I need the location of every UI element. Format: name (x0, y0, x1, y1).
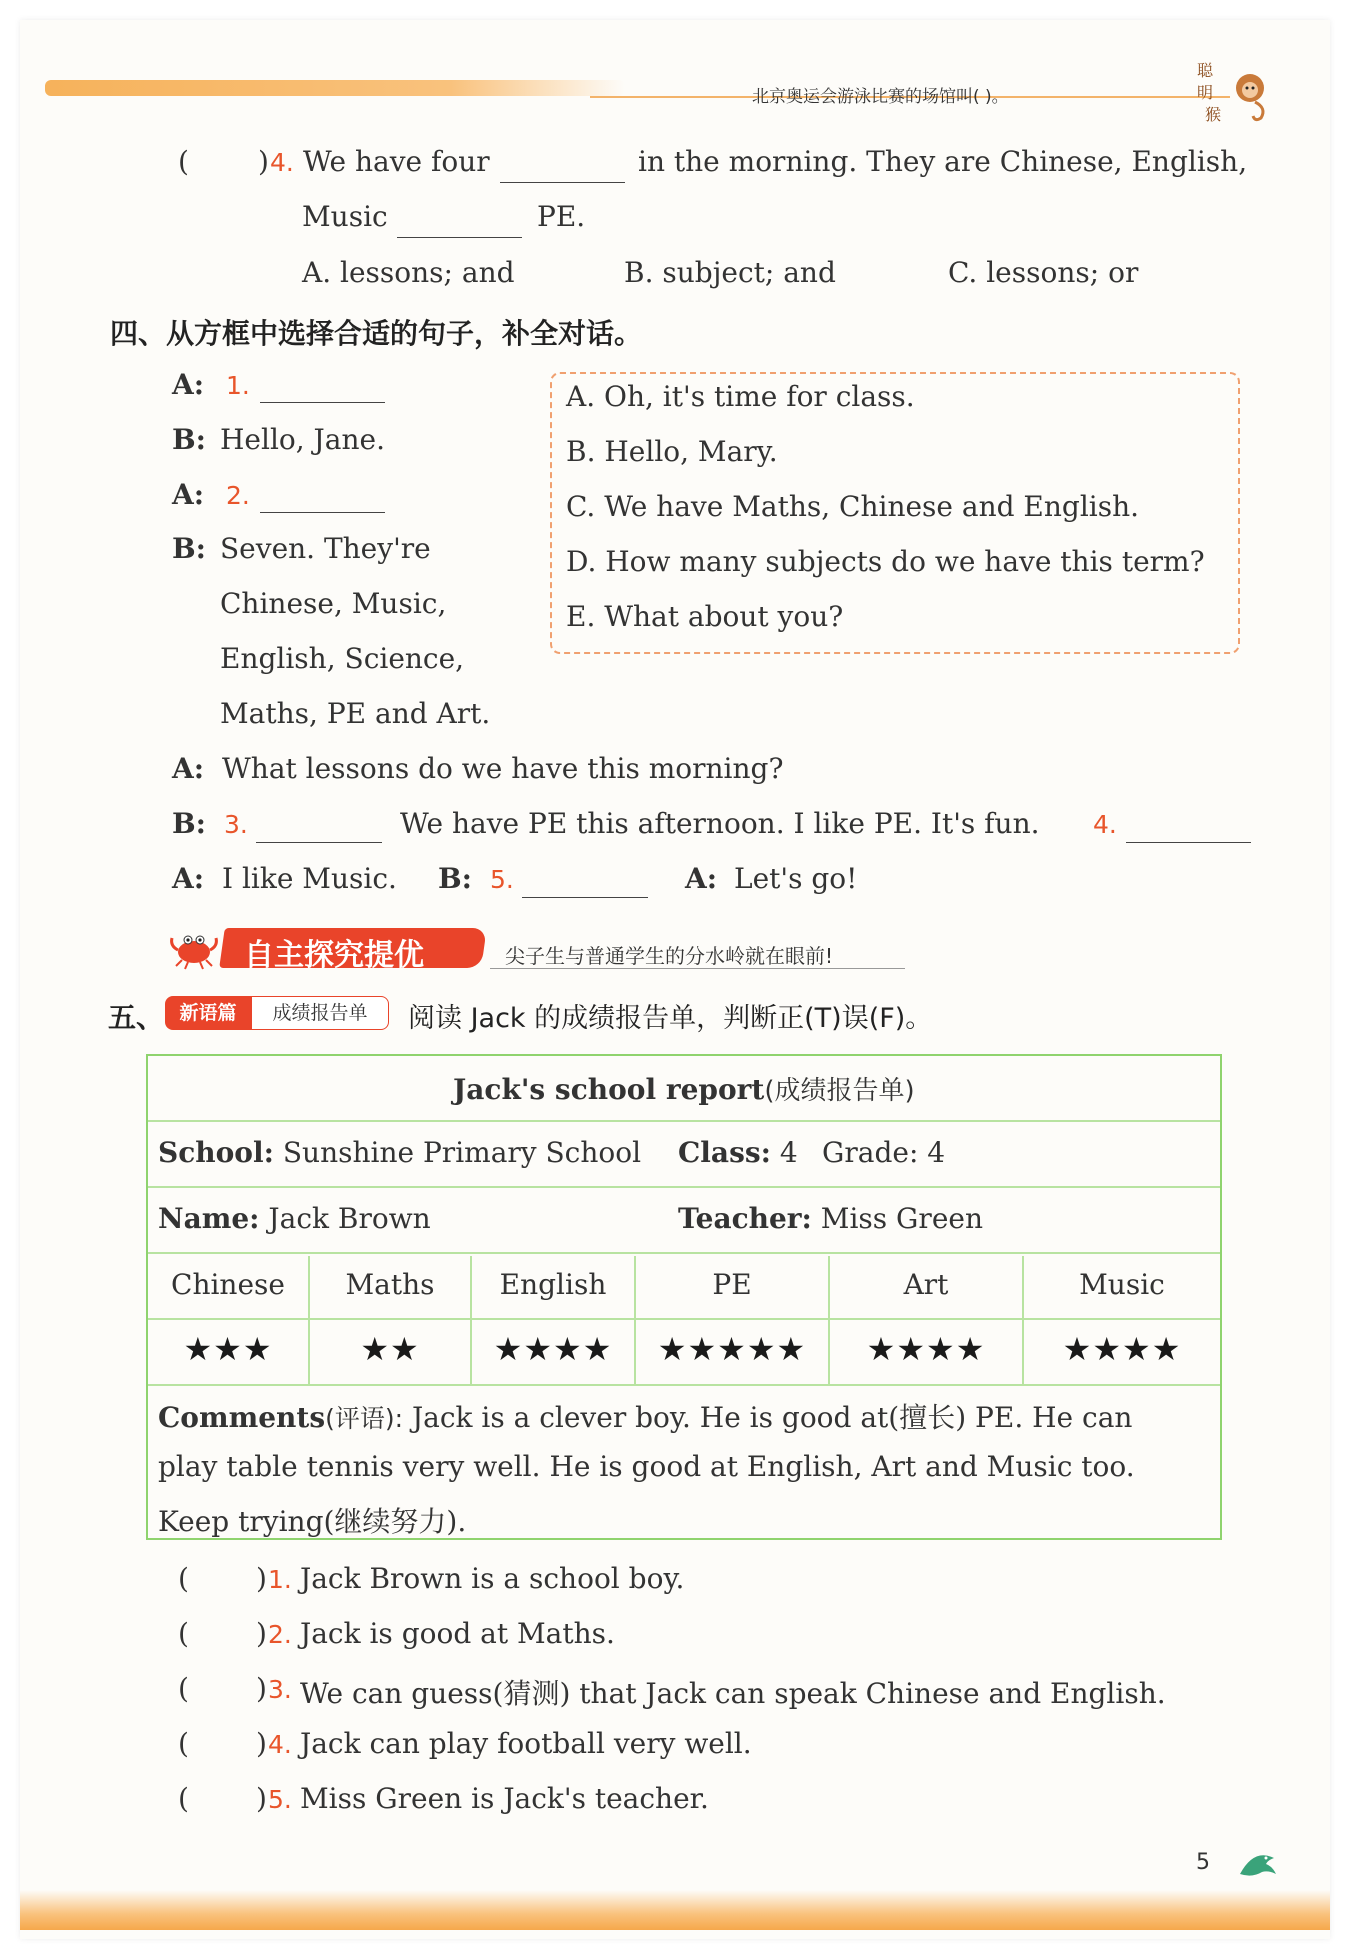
page (20, 20, 1330, 1939)
option-a: A. lessons; and (302, 256, 515, 289)
blank-number: 4. (1093, 810, 1117, 839)
question-text: PE. (537, 200, 586, 233)
answer-blank[interactable] (260, 512, 385, 513)
answer-paren-open: ( (178, 145, 189, 178)
tag-new-passage: 新语篇 (165, 996, 251, 1030)
school-label: School: (158, 1136, 274, 1169)
tf-question: Jack can play football very well. (300, 1727, 752, 1760)
dialog-line: Maths, PE and Art. (220, 697, 491, 730)
answer-paren-open: ( (178, 1672, 189, 1705)
option-item: C. We have Maths, Chinese and English. (566, 490, 1140, 523)
stars-english: ★★★★ (493, 1330, 613, 1368)
section4-heading: 四、从方框中选择合适的句子，补全对话。 (110, 317, 643, 350)
tf-question: We can guess(猜测) that Jack can speak Chinese and English. (300, 1677, 1166, 1710)
answer-blank[interactable] (256, 842, 382, 843)
dialog-line: English, Science, (220, 642, 465, 675)
section5-prefix: 五、 (108, 1001, 165, 1034)
stars-art: ★★★★ (866, 1330, 986, 1368)
svg-text:猴: 猴 (1205, 105, 1222, 124)
question-number: 1. (268, 1565, 292, 1594)
comments-text: Keep trying(继续努力). (158, 1505, 467, 1538)
tag-report-card: 成绩报告单 (251, 996, 389, 1030)
speaker-label: A: (685, 862, 718, 895)
option-b: B. subject; and (624, 256, 836, 289)
subject-chinese: Chinese (171, 1268, 285, 1301)
answer-paren-close: ) (256, 1672, 267, 1705)
dialog-line: I like Music. (222, 862, 397, 895)
dialog-line: Seven. They're (220, 532, 431, 565)
option-item: D. How many subjects do we have this term? (566, 545, 1205, 578)
question-number: 4. (268, 1730, 292, 1759)
option-c: C. lessons; or (948, 256, 1139, 289)
answer-paren-close: ) (258, 145, 269, 178)
answer-paren-open: ( (178, 1562, 189, 1595)
answer-blank[interactable] (522, 897, 648, 898)
answer-blank[interactable] (397, 237, 522, 238)
dialog-line: Let's go! (734, 862, 858, 895)
class-label: Class: (678, 1136, 771, 1169)
option-item: A. Oh, it's time for class. (566, 380, 915, 413)
answer-paren-close: ) (256, 1782, 267, 1815)
speaker-label: B: (438, 862, 473, 895)
dialog-line: We have PE this afternoon. I like PE. It's fun. (400, 807, 1040, 840)
name-label: Name: (158, 1202, 260, 1235)
svg-text:明: 明 (1197, 83, 1214, 102)
blank-number: 2. (226, 481, 250, 510)
answer-paren-open: ( (178, 1617, 189, 1650)
name-value: Jack Brown (268, 1202, 431, 1235)
crab-icon (168, 928, 220, 970)
blank-number: 1. (226, 371, 250, 400)
banner-slogan: 尖子生与普通学生的分水岭就在眼前! (505, 944, 834, 968)
question-text: Music (302, 200, 388, 233)
grade-label: Grade: (822, 1136, 919, 1169)
school-value: Sunshine Primary School (282, 1136, 642, 1169)
subject-music: Music (1079, 1268, 1165, 1301)
speaker-label: A: (172, 368, 205, 401)
speaker-label: A: (172, 478, 205, 511)
answer-paren-open: ( (178, 1782, 189, 1815)
blank-number: 5. (490, 865, 514, 894)
question-number: 4. (270, 148, 294, 177)
answer-blank[interactable] (260, 402, 385, 403)
report-title-cn: (成绩报告单) (764, 1076, 915, 1106)
answer-paren-close: ) (256, 1562, 267, 1595)
comments-label-cn: (评语): (325, 1404, 404, 1433)
question-text: in the morning. They are Chinese, English, (638, 145, 1248, 178)
section5-heading: 阅读 Jack 的成绩报告单，判断正(T)误(F)。 (408, 1003, 933, 1034)
subject-pe: PE (712, 1268, 752, 1301)
dialog-line: Hello, Jane. (220, 423, 385, 456)
stars-maths: ★★ (360, 1330, 420, 1368)
footer-wave (20, 1890, 1330, 1930)
comments-text: Jack is a clever boy. He is good at(擅长) PE. He can (411, 1401, 1133, 1434)
question-number: 5. (268, 1785, 292, 1814)
speaker-label: B: (172, 423, 207, 456)
question-number: 2. (268, 1620, 292, 1649)
speaker-label: B: (172, 532, 207, 565)
stars-chinese: ★★★ (183, 1330, 273, 1368)
answer-paren-open: ( (178, 1727, 189, 1760)
speaker-label: B: (172, 807, 207, 840)
slogan-underline (490, 968, 905, 969)
stars-music: ★★★★ (1062, 1330, 1182, 1368)
answer-blank[interactable] (1126, 842, 1251, 843)
class-value: 4 (779, 1136, 798, 1169)
header-bar (45, 80, 625, 96)
comments-label: Comments (158, 1401, 326, 1434)
tf-question: Miss Green is Jack's teacher. (300, 1782, 709, 1815)
dialog-line: Chinese, Music, (220, 587, 447, 620)
answer-paren-close: ) (256, 1727, 267, 1760)
teacher-label: Teacher: (678, 1202, 812, 1235)
comments-text: play table tennis very well. He is good at English, Art and Music too. (158, 1450, 1135, 1483)
banner-title: 自主探究提优 (244, 938, 424, 973)
header-quiz: 北京奥运会游泳比赛的场馆叫( )。 (752, 87, 1009, 107)
tf-question: Jack Brown is a school boy. (300, 1562, 685, 1595)
stars-pe: ★★★★★ (657, 1330, 807, 1368)
answer-paren-close: ) (256, 1617, 267, 1650)
speaker-label: A: (172, 752, 205, 785)
subject-english: English (499, 1268, 607, 1301)
dialog-line: What lessons do we have this morning? (222, 752, 784, 785)
report-title: Jack's school report (453, 1073, 765, 1106)
dolphin-icon (1236, 1844, 1280, 1884)
subject-maths: Maths (345, 1268, 435, 1301)
school-report-table (146, 1054, 1222, 1540)
blank-number: 3. (224, 810, 248, 839)
question-text: We have four (303, 145, 490, 178)
option-item: E. What about you? (566, 600, 844, 633)
subject-art: Art (903, 1268, 949, 1301)
grade-value: 4 (927, 1136, 946, 1169)
answer-blank[interactable] (500, 182, 625, 183)
svg-text:聪: 聪 (1197, 61, 1214, 80)
speaker-label: A: (172, 862, 205, 895)
option-item: B. Hello, Mary. (566, 435, 778, 468)
monkey-logo-icon (1195, 58, 1275, 128)
page-number: 5 (1196, 1850, 1210, 1875)
teacher-value: Miss Green (820, 1202, 983, 1235)
question-number: 3. (268, 1675, 292, 1704)
tf-question: Jack is good at Maths. (300, 1617, 615, 1650)
